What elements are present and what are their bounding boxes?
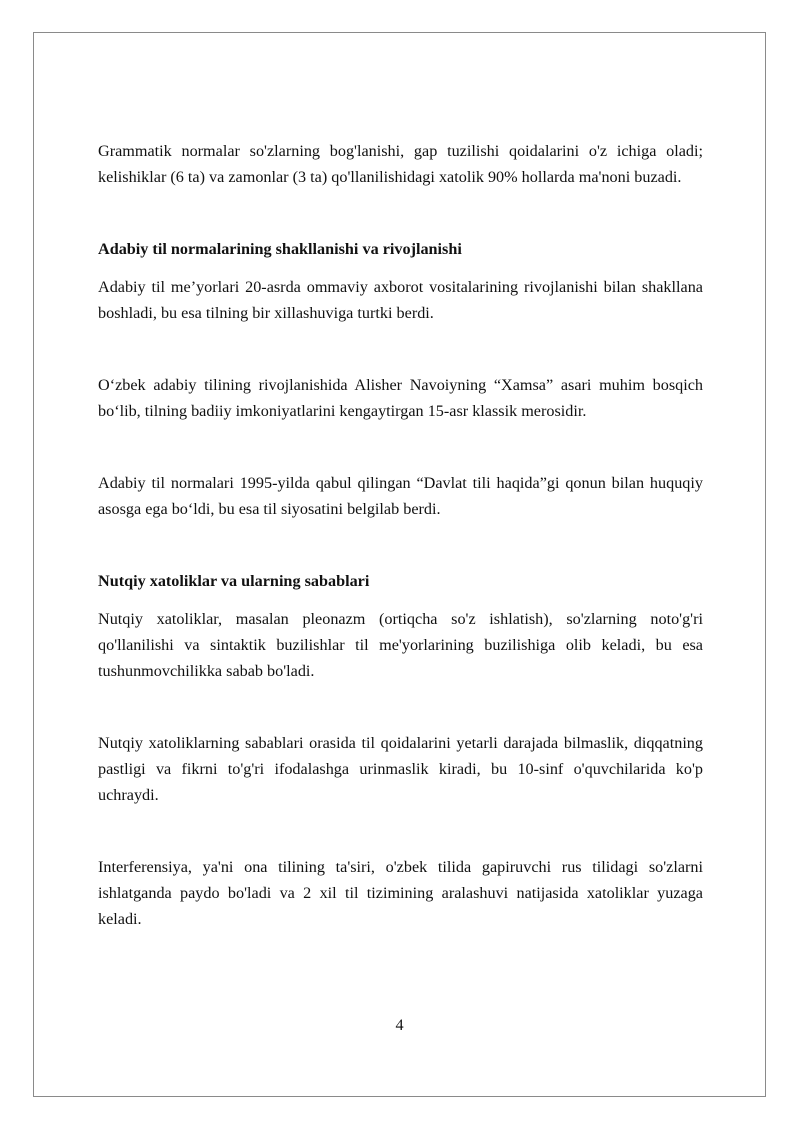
section-heading-nutqiy-xatoliklar: Nutqiy xatoliklar va ularning sabablari: [98, 572, 370, 590]
paragraph-nutqiy-xatoliklar: Nutqiy xatoliklar, masalan pleonazm (ortiqcha so'z ishlatish), so'zlarning noto'g'ri qo'llanilishi va sintaktik buzilishlar til me'yorlarining buzilishiga olib keladi, bu esa tushunmovchilikka sabab bo'ladi.: [98, 610, 703, 680]
page-number: 4: [395, 1016, 404, 1034]
paragraph-adabiy-til-meyorlari: Adabiy til me’yorlari 20-asrda ommaviy axborot vositalarining rivojlanishi bilan shakllana boshladi, bu esa tilning bir xillashuviga turtki berdi.: [98, 278, 703, 322]
page-content: [98, 138, 703, 932]
paragraph-xatolik-sabablari: Nutqiy xatoliklarning sabablari orasida til qoidalarini yetarli darajada bilmaslik, diqqatning pastligi va fikrni to'g'ri ifodalashga urinmaslik kiradi, bu 10-sinf o'quvchilarida ko'p uchraydi.: [98, 734, 703, 804]
paragraph-interferensiya: Interferensiya, ya'ni ona tilining ta'siri, o'zbek tilida gapiruvchi rus tilidagi so'zlarni ishlatganda paydo bo'ladi va 2 xil til tizimining aralashuvi natijasida xatoliklar yuzaga keladi.: [98, 858, 703, 928]
paragraph-davlat-tili-qonuni: Adabiy til normalari 1995-yilda qabul qilingan “Davlat tili haqida”gi qonun bilan huquqiy asosga ega bo‘ldi, bu esa til siyosatini belgilab berdi.: [98, 474, 703, 518]
paragraph-grammatik-normalar: Grammatik normalar so'zlarning bog'lanishi, gap tuzilishi qoidalarini o'z ichiga oladi; kelishiklar (6 ta) va zamonlar (3 ta) qo'llanilishidagi xatolik 90% hollarda ma'noni buzadi.: [98, 142, 703, 186]
document-page: [33, 32, 766, 1097]
paragraph-navoiy-xamsa: O‘zbek adabiy tilining rivojlanishida Alisher Navoiyning “Xamsa” asari muhim bosqich bo‘lib, tilning badiiy imkoniyatlarini kengaytirgan 15-asr klassik merosidir.: [98, 376, 703, 420]
section-heading-adabiy-til: Adabiy til normalarining shakllanishi va rivojlanishi: [98, 240, 462, 258]
